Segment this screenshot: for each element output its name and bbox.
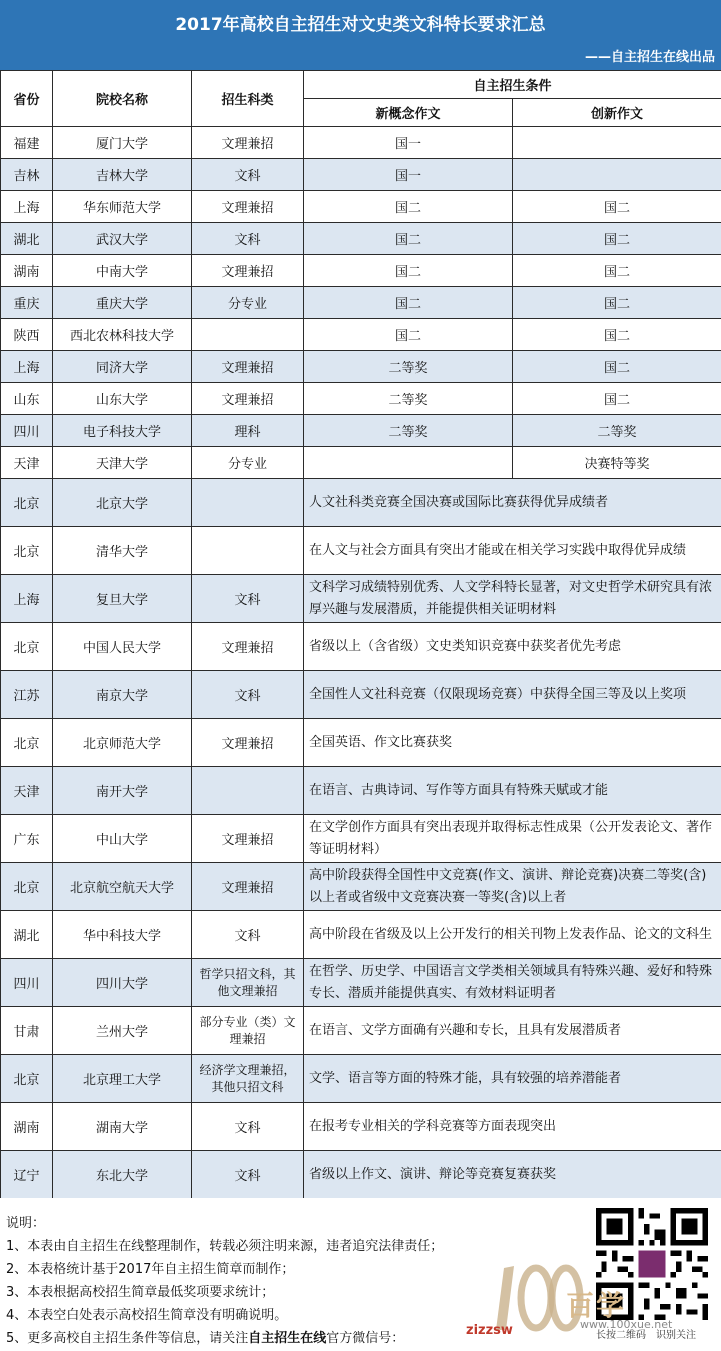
cell-new-concept: 国二 xyxy=(304,319,513,351)
table-row xyxy=(1,719,721,767)
cell-school: 清华大学 xyxy=(53,527,192,575)
cell-condition: 文学、语言等方面的特殊才能，具有较强的培养潜能者 xyxy=(304,1055,721,1103)
cell-province: 甘肃 xyxy=(1,1007,53,1055)
cell-school: 西北农林科技大学 xyxy=(53,319,192,351)
cell-new-concept: 国一 xyxy=(304,159,513,191)
cell-new-concept: 二等奖 xyxy=(304,351,513,383)
cell-province: 湖北 xyxy=(1,223,53,255)
header-innovative: 创新作文 xyxy=(513,99,721,127)
table-row xyxy=(1,223,721,255)
cell-province: 吉林 xyxy=(1,159,53,191)
cell-province: 陕西 xyxy=(1,319,53,351)
cell-category: 文科 xyxy=(192,223,304,255)
cell-category: 分专业 xyxy=(192,287,304,319)
cell-new-concept: 国二 xyxy=(304,255,513,287)
header-category: 招生科类 xyxy=(192,71,304,127)
cell-province: 湖南 xyxy=(1,255,53,287)
cell-condition: 在人文与社会方面具有突出才能或在相关学习实践中取得优异成绩 xyxy=(304,527,721,575)
cell-province: 湖北 xyxy=(1,911,53,959)
table-row xyxy=(1,527,721,575)
table-row xyxy=(1,255,721,287)
cell-category: 文理兼招 xyxy=(192,623,304,671)
tall-rows xyxy=(1,479,721,1199)
header-school: 院校名称 xyxy=(53,71,192,127)
cell-condition: 全国英语、作文比赛获奖 xyxy=(304,719,721,767)
cell-category: 部分专业（类）文理兼招 xyxy=(192,1007,304,1055)
cell-new-concept: 国二 xyxy=(304,287,513,319)
cell-condition: 在语言、古典诗词、写作等方面具有特殊天赋或才能 xyxy=(304,767,721,815)
cell-new-concept: 国二 xyxy=(304,191,513,223)
header-new-concept: 新概念作文 xyxy=(304,99,513,127)
cell-school: 北京理工大学 xyxy=(53,1055,192,1103)
header-conditions: 自主招生条件 xyxy=(304,71,721,99)
cell-category: 文理兼招 xyxy=(192,191,304,223)
cell-innovative: 国二 xyxy=(513,319,721,351)
cell-school: 复旦大学 xyxy=(53,575,192,623)
cell-condition: 在文学创作方面具有突出表现并取得标志性成果（公开发表论文、著作等证明材料） xyxy=(304,815,721,863)
cell-category: 文理兼招 xyxy=(192,815,304,863)
watermark-text: zizzsw xyxy=(466,1323,513,1338)
cell-school: 吉林大学 xyxy=(53,159,192,191)
table-row xyxy=(1,1151,721,1199)
cell-innovative: 国二 xyxy=(513,223,721,255)
table-row xyxy=(1,575,721,623)
cell-condition: 在哲学、历史学、中国语言文学类相关领域具有特殊兴趣、爱好和特殊专长、潜质并能提供真实、有效材料证明者 xyxy=(304,959,721,1007)
table-row xyxy=(1,415,721,447)
cell-province: 福建 xyxy=(1,127,53,159)
cell-innovative xyxy=(513,159,721,191)
table-row xyxy=(1,383,721,415)
cell-school: 同济大学 xyxy=(53,351,192,383)
table-row xyxy=(1,319,721,351)
note-line: 4、本表空白处表示高校招生简章没有明确说明。 xyxy=(6,1308,288,1323)
notes-heading: 说明： xyxy=(6,1216,46,1231)
table-row xyxy=(1,671,721,719)
cell-innovative: 国二 xyxy=(513,191,721,223)
cell-province: 湖南 xyxy=(1,1103,53,1151)
cell-innovative: 决赛特等奖 xyxy=(513,447,721,479)
cell-province: 四川 xyxy=(1,959,53,1007)
cell-school: 重庆大学 xyxy=(53,287,192,319)
cell-school: 华东师范大学 xyxy=(53,191,192,223)
table-row xyxy=(1,191,721,223)
brand-url: www.100xue.net xyxy=(580,1318,673,1331)
cell-new-concept xyxy=(304,447,513,479)
cell-innovative: 二等奖 xyxy=(513,415,721,447)
table-row xyxy=(1,1103,721,1151)
cell-condition: 文科学习成绩特别优秀、人文学科特长显著，对文史哲学术研究具有浓厚兴趣与发展潜质，并能提供相关证明材料 xyxy=(304,575,721,623)
cell-category: 文科 xyxy=(192,671,304,719)
cell-school: 山东大学 xyxy=(53,383,192,415)
cell-category: 文理兼招 xyxy=(192,719,304,767)
cell-school: 东北大学 xyxy=(53,1151,192,1199)
cell-condition: 在报考专业相关的学科竞赛等方面表现突出 xyxy=(304,1103,721,1151)
cell-condition: 全国性人文社科竞赛（仅限现场竞赛）中获得全国三等及以上奖项 xyxy=(304,671,721,719)
note-line: 2、本表格统计基于2017年自主招生简章而制作； xyxy=(6,1262,295,1277)
table-row xyxy=(1,127,721,159)
cell-school: 中国人民大学 xyxy=(53,623,192,671)
table-row xyxy=(1,959,721,1007)
cell-province: 山东 xyxy=(1,383,53,415)
cell-school: 武汉大学 xyxy=(53,223,192,255)
note-line: 1、本表由自主招生在线整理制作，转载必须注明来源，违者追究法律责任； xyxy=(6,1239,444,1254)
table-row xyxy=(1,815,721,863)
cell-province: 北京 xyxy=(1,527,53,575)
cell-category: 文理兼招 xyxy=(192,127,304,159)
cell-category: 文科 xyxy=(192,911,304,959)
short-rows xyxy=(1,127,721,479)
table-row xyxy=(1,447,721,479)
cell-province: 四川 xyxy=(1,415,53,447)
cell-condition: 在语言、文学方面确有兴趣和专长，且具有发展潜质者 xyxy=(304,1007,721,1055)
header-province: 省份 xyxy=(1,71,53,127)
cell-school: 湖南大学 xyxy=(53,1103,192,1151)
cell-school: 北京大学 xyxy=(53,479,192,527)
table-row xyxy=(1,351,721,383)
cell-innovative: 国二 xyxy=(513,287,721,319)
cell-school: 天津大学 xyxy=(53,447,192,479)
cell-province: 天津 xyxy=(1,767,53,815)
cell-school: 南开大学 xyxy=(53,767,192,815)
table-row xyxy=(1,767,721,815)
qr-caption: 长按二维码 识别关注 xyxy=(596,1330,696,1341)
title-bar xyxy=(0,0,721,70)
cell-category: 文科 xyxy=(192,575,304,623)
cell-new-concept: 二等奖 xyxy=(304,383,513,415)
cell-category xyxy=(192,319,304,351)
cell-school: 中山大学 xyxy=(53,815,192,863)
cell-innovative xyxy=(513,127,721,159)
requirements-table xyxy=(0,70,721,1199)
cell-school: 电子科技大学 xyxy=(53,415,192,447)
table-row xyxy=(1,1007,721,1055)
cell-new-concept: 国二 xyxy=(304,223,513,255)
cell-school: 四川大学 xyxy=(53,959,192,1007)
table-row xyxy=(1,1055,721,1103)
cell-school: 华中科技大学 xyxy=(53,911,192,959)
cell-category xyxy=(192,479,304,527)
cell-province: 广东 xyxy=(1,815,53,863)
cell-new-concept: 二等奖 xyxy=(304,415,513,447)
table-row xyxy=(1,159,721,191)
cell-condition: 高中阶段在省级及以上公开发行的相关刊物上发表作品、论文的文科生 xyxy=(304,911,721,959)
cell-category: 文理兼招 xyxy=(192,383,304,415)
table-row xyxy=(1,623,721,671)
cell-province: 北京 xyxy=(1,1055,53,1103)
note-text: 5、更多高校自主招生条件等信息，请关注 xyxy=(6,1331,249,1346)
cell-innovative: 国二 xyxy=(513,351,721,383)
cell-category: 哲学只招文科，其他文理兼招 xyxy=(192,959,304,1007)
cell-school: 兰州大学 xyxy=(53,1007,192,1055)
cell-condition: 省级以上作文、演讲、辩论等竞赛复赛获奖 xyxy=(304,1151,721,1199)
cell-school: 厦门大学 xyxy=(53,127,192,159)
cell-category: 文科 xyxy=(192,159,304,191)
page-subtitle: ——自主招生在线出品 xyxy=(584,50,715,65)
cell-province: 重庆 xyxy=(1,287,53,319)
cell-province: 北京 xyxy=(1,863,53,911)
cell-province: 上海 xyxy=(1,351,53,383)
cell-category: 理科 xyxy=(192,415,304,447)
cell-category: 文理兼招 xyxy=(192,351,304,383)
cell-province: 北京 xyxy=(1,719,53,767)
cell-category: 文理兼招 xyxy=(192,255,304,287)
cell-school: 中南大学 xyxy=(53,255,192,287)
table-row xyxy=(1,287,721,319)
cell-school: 北京航空航天大学 xyxy=(53,863,192,911)
brand-logo-text: 百学 xyxy=(566,1289,627,1322)
cell-condition: 高中阶段获得全国性中文竞赛(作文、演讲、辩论竞赛)决赛二等奖(含)以上者或省级中文竞赛决赛一等奖(含)以上者 xyxy=(304,863,721,911)
cell-innovative: 国二 xyxy=(513,255,721,287)
cell-category: 文科 xyxy=(192,1103,304,1151)
cell-province: 上海 xyxy=(1,575,53,623)
note-line xyxy=(6,1327,443,1350)
cell-category: 文理兼招 xyxy=(192,863,304,911)
cell-category xyxy=(192,767,304,815)
cell-category: 分专业 xyxy=(192,447,304,479)
note-bold-name: 自主招生在线 xyxy=(248,1331,327,1346)
table-row xyxy=(1,479,721,527)
cell-category xyxy=(192,527,304,575)
notes-text xyxy=(6,1212,443,1350)
cell-province: 北京 xyxy=(1,479,53,527)
cell-province: 北京 xyxy=(1,623,53,671)
cell-condition: 省级以上（含省级）文史类知识竞赛中获奖者优先考虑 xyxy=(304,623,721,671)
cell-province: 上海 xyxy=(1,191,53,223)
cell-category: 文科 xyxy=(192,1151,304,1199)
cell-school: 北京师范大学 xyxy=(53,719,192,767)
cell-province: 天津 xyxy=(1,447,53,479)
table-row xyxy=(1,911,721,959)
cell-province: 辽宁 xyxy=(1,1151,53,1199)
cell-province: 江苏 xyxy=(1,671,53,719)
table-row xyxy=(1,863,721,911)
cell-new-concept: 国一 xyxy=(304,127,513,159)
note-line: 3、本表根据高校招生简章最低奖项要求统计； xyxy=(6,1285,275,1300)
page-title: 2017年高校自主招生对文史类文科特长要求汇总 xyxy=(175,15,546,35)
cell-innovative: 国二 xyxy=(513,383,721,415)
cell-category: 经济学文理兼招，其他只招文科 xyxy=(192,1055,304,1103)
cell-condition: 人文社科类竞赛全国决赛或国际比赛获得优异成绩者 xyxy=(304,479,721,527)
note-text: 官方微信号： xyxy=(326,1331,405,1346)
cell-school: 南京大学 xyxy=(53,671,192,719)
